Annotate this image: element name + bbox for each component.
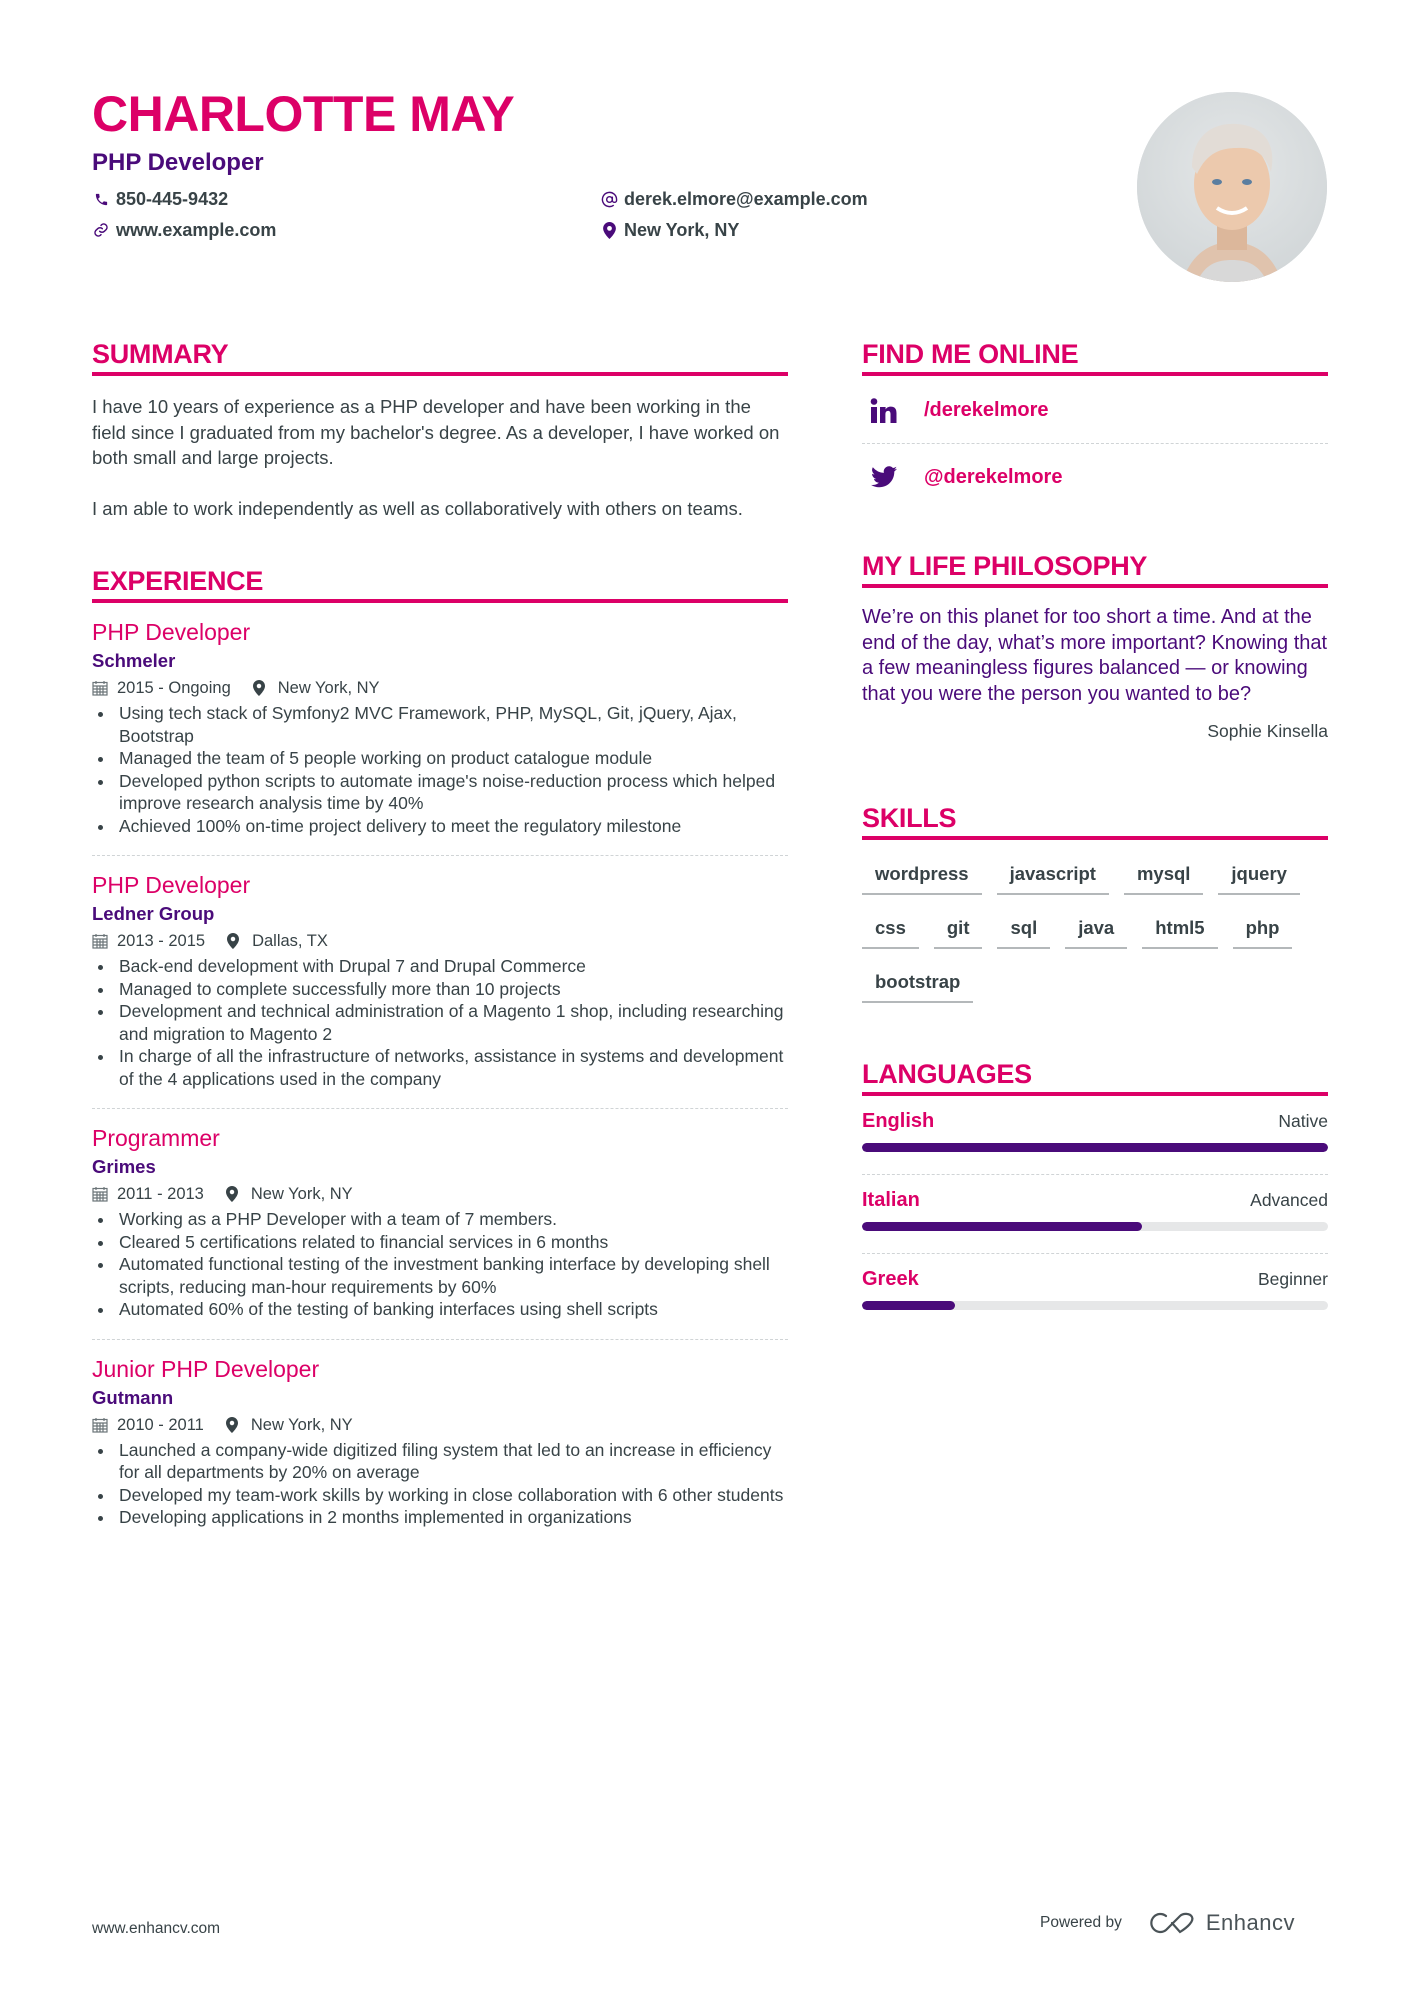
summary-heading: SUMMARY (92, 338, 788, 376)
footer-website[interactable]: www.enhancv.com (92, 1920, 221, 1937)
linkedin-icon (870, 397, 898, 425)
language-name: Italian (862, 1189, 920, 1211)
skill-tag: html5 (1142, 916, 1217, 949)
skills-list (862, 862, 1328, 1024)
link-icon (92, 221, 110, 239)
find-me-online-heading: FIND ME ONLINE (862, 338, 1328, 376)
twitter-link[interactable] (862, 444, 1328, 510)
experience-heading: EXPERIENCE (92, 565, 788, 603)
skill-tag: git (934, 916, 983, 949)
language-level: Advanced (1250, 1190, 1328, 1210)
language-proficiency-bar (862, 1301, 1328, 1310)
job-bullets (92, 1439, 788, 1529)
location-pin-icon (226, 1417, 242, 1433)
job-entry (92, 1340, 788, 1547)
contact-info (92, 188, 992, 248)
job-entry (92, 1109, 788, 1340)
experience-section (92, 565, 788, 1547)
job-company: Schmeler (92, 650, 176, 671)
candidate-title: PHP Developer (92, 149, 264, 176)
skill-tag: sql (997, 916, 1050, 949)
job-bullet: Managed to complete successfully more than 10 projects (92, 978, 788, 1001)
job-company: Ledner Group (92, 903, 215, 924)
job-location: New York, NY (250, 1185, 353, 1203)
resume-header (92, 84, 992, 248)
at-icon (600, 190, 618, 208)
philosophy-section (862, 550, 1328, 742)
languages-heading: LANGUAGES (862, 1058, 1328, 1096)
job-bullet: Managed the team of 5 people working on product catalogue module (92, 747, 788, 770)
languages-section (862, 1058, 1328, 1332)
skill-tag: mysql (1124, 862, 1203, 895)
job-title: Junior PHP Developer (92, 1355, 320, 1382)
job-bullet: Developed my team-work skills by working in close collaboration with 6 other students (92, 1484, 788, 1507)
job-title: PHP Developer (92, 619, 251, 645)
website-value: www.example.com (116, 220, 277, 240)
language-item (862, 1254, 1328, 1332)
language-level: Beginner (1257, 1269, 1328, 1289)
job-bullet: Using tech stack of Symfony2 MVC Framework, PHP, MySQL, Git, jQuery, Ajax, Bootstrap (92, 702, 788, 747)
philosophy-heading: MY LIFE PHILOSOPHY (862, 550, 1328, 588)
calendar-icon (92, 1186, 108, 1202)
job-dates: 2013 - 2015 (117, 932, 206, 950)
location-pin-icon (226, 1186, 242, 1202)
find-me-online-section (862, 338, 1328, 510)
location-pin-icon (600, 221, 618, 239)
email-value: derek.elmore@example.com (624, 189, 868, 209)
language-level: Native (1278, 1111, 1328, 1131)
job-title: Programmer (92, 1125, 220, 1151)
language-name: Greek (862, 1268, 919, 1290)
skill-tag: javascript (997, 862, 1109, 895)
twitter-handle: @derekelmore (924, 465, 1063, 488)
quote-author: Sophie Kinsella (1207, 721, 1328, 741)
language-proficiency-bar (862, 1222, 1328, 1231)
calendar-icon (92, 933, 108, 949)
powered-by-label: Powered by (1040, 1914, 1122, 1931)
job-meta (92, 677, 788, 699)
skill-tag: css (862, 916, 919, 949)
summary-section (92, 338, 788, 521)
skills-heading: SKILLS (862, 802, 1328, 840)
job-bullet: Automated functional testing of the investment banking interface by developing shell scripts, reducing man-hour requirements by 60% (92, 1253, 788, 1298)
job-bullet: Cleared 5 certifications related to financial services in 6 months (92, 1231, 788, 1254)
contact-phone[interactable] (92, 188, 228, 210)
skill-tag: jquery (1218, 862, 1300, 895)
job-bullet: Developed python scripts to automate image's noise-reduction process which helped improve research analysis time by 40% (92, 770, 788, 815)
linkedin-link[interactable] (862, 378, 1328, 444)
job-bullet: Back-end development with Drupal 7 and Drupal Commerce (92, 955, 788, 978)
language-bar-fill (862, 1143, 1328, 1152)
job-company: Gutmann (92, 1386, 174, 1408)
job-dates: 2015 - Ongoing (117, 679, 231, 697)
job-entry (92, 856, 788, 1109)
language-proficiency-bar (862, 1143, 1328, 1152)
job-bullets (92, 1208, 788, 1321)
left-column (92, 338, 788, 1591)
summary-paragraph: I have 10 years of experience as a PHP developer and have been working in the field since I graduated from my bachelor's degree. As a developer, I have worked on both small and large projects. (92, 396, 780, 468)
philosophy-quote: We’re on this planet for too short a time. And at the end of the day, what’s more important? Knowing that a few meaningless figures balanced — or knowing that you were the person you wanted to be? (862, 606, 1328, 705)
profile-photo (1137, 92, 1327, 282)
job-title: PHP Developer (92, 872, 251, 898)
job-bullet: Achieved 100% on-time project delivery to meet the regulatory milestone (92, 815, 788, 838)
location-value: New York, NY (624, 220, 740, 240)
job-bullet: Automated 60% of the testing of banking interfaces using shell scripts (92, 1298, 788, 1321)
contact-website[interactable] (92, 219, 276, 241)
job-bullet: Working as a PHP Developer with a team of 7 members. (92, 1208, 788, 1231)
skill-tag: php (1233, 916, 1293, 949)
calendar-icon (92, 1417, 108, 1433)
skill-tag: bootstrap (862, 970, 973, 1003)
job-bullet: Developing applications in 2 months implemented in organizations (92, 1506, 788, 1529)
right-column (862, 338, 1328, 1376)
footer-branding (1040, 1910, 1295, 1936)
language-bar-fill (862, 1222, 1142, 1231)
job-location: New York, NY (277, 679, 380, 697)
language-item (862, 1096, 1328, 1175)
job-bullet: In charge of all the infrastructure of networks, assistance in systems and development of the 4 applications used in the company (92, 1045, 788, 1090)
enhancv-logo-icon (1150, 1911, 1196, 1935)
twitter-icon (870, 463, 898, 491)
linkedin-handle: /derekelmore (924, 399, 1049, 421)
language-name: English (862, 1110, 935, 1132)
job-bullet: Development and technical administration of a Magento 1 shop, including researching and migration to Magento 2 (92, 1000, 788, 1045)
brand-name: Enhancv (1205, 1910, 1295, 1935)
location-pin-icon (253, 680, 269, 696)
skill-tag: java (1065, 916, 1127, 949)
enhancv-logo[interactable] (1150, 1910, 1295, 1936)
location-pin-icon (227, 933, 243, 949)
job-bullets (92, 955, 788, 1090)
job-dates: 2011 - 2013 (117, 1185, 204, 1203)
calendar-icon (92, 680, 108, 696)
job-meta (92, 1414, 788, 1436)
language-bar-fill (862, 1301, 955, 1310)
language-item (862, 1175, 1328, 1254)
phone-value: 850-445-9432 (116, 189, 229, 209)
job-location: New York, NY (250, 1415, 353, 1434)
summary-paragraph: I am able to work independently as well as collaboratively with others on teams. (92, 497, 743, 519)
job-meta (92, 1183, 788, 1205)
contact-location (600, 219, 739, 241)
job-location: Dallas, TX (252, 932, 328, 950)
job-meta (92, 930, 788, 952)
job-dates: 2010 - 2011 (117, 1415, 204, 1434)
candidate-name: CHARLOTTE MAY (92, 86, 515, 142)
job-entry (92, 603, 788, 856)
job-company: Grimes (92, 1156, 156, 1177)
contact-email[interactable] (600, 188, 868, 210)
skills-section (862, 802, 1328, 1024)
skill-tag: wordpress (862, 862, 982, 895)
phone-icon (92, 190, 110, 208)
job-bullet: Launched a company-wide digitized filing system that led to an increase in efficiency for all departments by 20% on average (92, 1439, 788, 1484)
job-bullets (92, 702, 788, 837)
